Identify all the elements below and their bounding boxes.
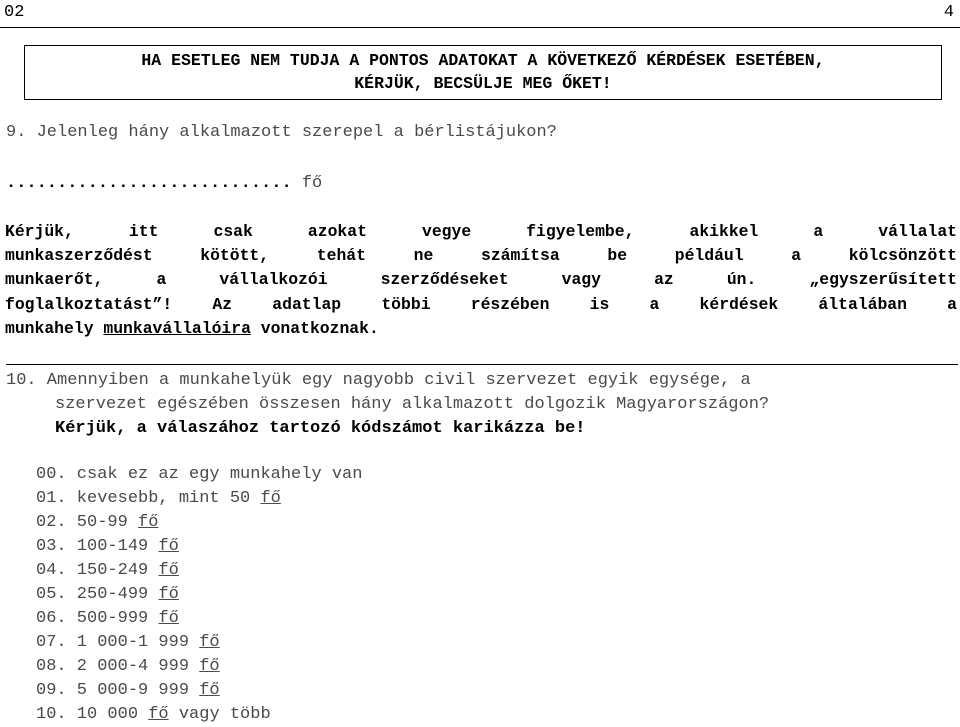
paragraph-text: vonatkoznak. xyxy=(250,318,379,338)
paragraph-line: munkaszerződést kötött, tehát ne számítsa be például a kölcsönzött xyxy=(5,246,957,266)
option-04[interactable] xyxy=(36,559,362,583)
option-code: 10. xyxy=(36,705,67,724)
option-code: 00. xyxy=(36,465,67,484)
underlined-term: munkavállalóira xyxy=(103,318,251,338)
option-text: 10 000 xyxy=(66,705,149,724)
option-code: 06. xyxy=(36,609,67,628)
option-text: 5 000-9 999 xyxy=(66,681,200,700)
option-unit: fő xyxy=(158,537,179,556)
answer-options xyxy=(36,463,362,727)
option-unit: fő xyxy=(158,561,179,580)
question-9: 9. Jelenleg hány alkalmazott szerepel a bérlistájukon? xyxy=(6,123,557,142)
option-text: 100-149 xyxy=(66,537,159,556)
answer-dots: ............................ xyxy=(6,174,292,193)
option-unit: fő xyxy=(199,633,220,652)
paragraph-line: foglalkoztatást”! Az adatlap többi részében is a kérdések általában a xyxy=(5,294,957,314)
option-05[interactable] xyxy=(36,583,362,607)
option-06[interactable] xyxy=(36,607,362,631)
option-text: 150-249 xyxy=(66,561,159,580)
option-text: 500-999 xyxy=(66,609,159,628)
option-09[interactable] xyxy=(36,679,362,703)
divider-line xyxy=(6,364,958,365)
option-unit: fő xyxy=(138,513,159,532)
option-code: 05. xyxy=(36,585,67,604)
question-10 xyxy=(6,369,769,441)
answer-unit: fő xyxy=(291,174,323,193)
header-section-code: 02 xyxy=(4,3,25,22)
option-text: 2 000-4 999 xyxy=(66,657,200,676)
paragraph-line xyxy=(5,317,957,341)
option-07[interactable] xyxy=(36,631,362,655)
option-unit: fő xyxy=(148,705,169,724)
instruction-paragraph xyxy=(5,220,957,341)
option-code: 08. xyxy=(36,657,67,676)
option-code: 02. xyxy=(36,513,67,532)
notice-box xyxy=(24,45,942,100)
option-03[interactable] xyxy=(36,535,362,559)
option-unit: fő xyxy=(199,681,220,700)
option-text: csak ez az egy munkahely van xyxy=(66,465,363,484)
option-suffix: vagy több xyxy=(168,705,271,724)
option-unit: fő xyxy=(260,489,281,508)
option-00[interactable] xyxy=(36,463,362,487)
question-10-line: szervezet egészében összesen hány alkalmazott dolgozik Magyarországon? xyxy=(55,395,770,414)
option-unit: fő xyxy=(199,657,220,676)
question-10-line: 10. Amennyiben a munkahelyük egy nagyobb civil szervezet egyik egysége, a xyxy=(6,371,751,390)
option-text: 50-99 xyxy=(66,513,139,532)
option-code: 04. xyxy=(36,561,67,580)
option-10[interactable] xyxy=(36,703,362,727)
paragraph-line: munkaerőt, a vállalkozói szerződéseket vagy az ún. „egyszerűsített xyxy=(5,270,957,290)
option-code: 07. xyxy=(36,633,67,652)
option-02[interactable] xyxy=(36,511,362,535)
question-10-instruction: Kérjük, a válaszához tartozó kódszámot karikázza be! xyxy=(55,419,586,438)
option-text: kevesebb, mint 50 xyxy=(66,489,261,508)
notice-line-1: HA ESETLEG NEM TUDJA A PONTOS ADATOKAT A KÖVETKEZŐ KÉRDÉSEK ESETÉBEN, xyxy=(141,51,825,70)
paragraph-text: munkahely xyxy=(5,318,104,338)
option-code: 01. xyxy=(36,489,67,508)
option-code: 09. xyxy=(36,681,67,700)
header-page-number: 4 xyxy=(943,3,954,22)
option-unit: fő xyxy=(158,609,179,628)
option-code: 03. xyxy=(36,537,67,556)
option-text: 1 000-1 999 xyxy=(66,633,200,652)
option-08[interactable] xyxy=(36,655,362,679)
paragraph-line: Kérjük, itt csak azokat vegye figyelembe, akikkel a vállalat xyxy=(5,222,957,241)
page-header xyxy=(0,0,960,28)
question-9-answer-field[interactable] xyxy=(6,174,322,193)
option-unit: fő xyxy=(158,585,179,604)
option-text: 250-499 xyxy=(66,585,159,604)
notice-line-2: KÉRJÜK, BECSÜLJE MEG ŐKET! xyxy=(354,74,612,93)
option-01[interactable] xyxy=(36,487,362,511)
